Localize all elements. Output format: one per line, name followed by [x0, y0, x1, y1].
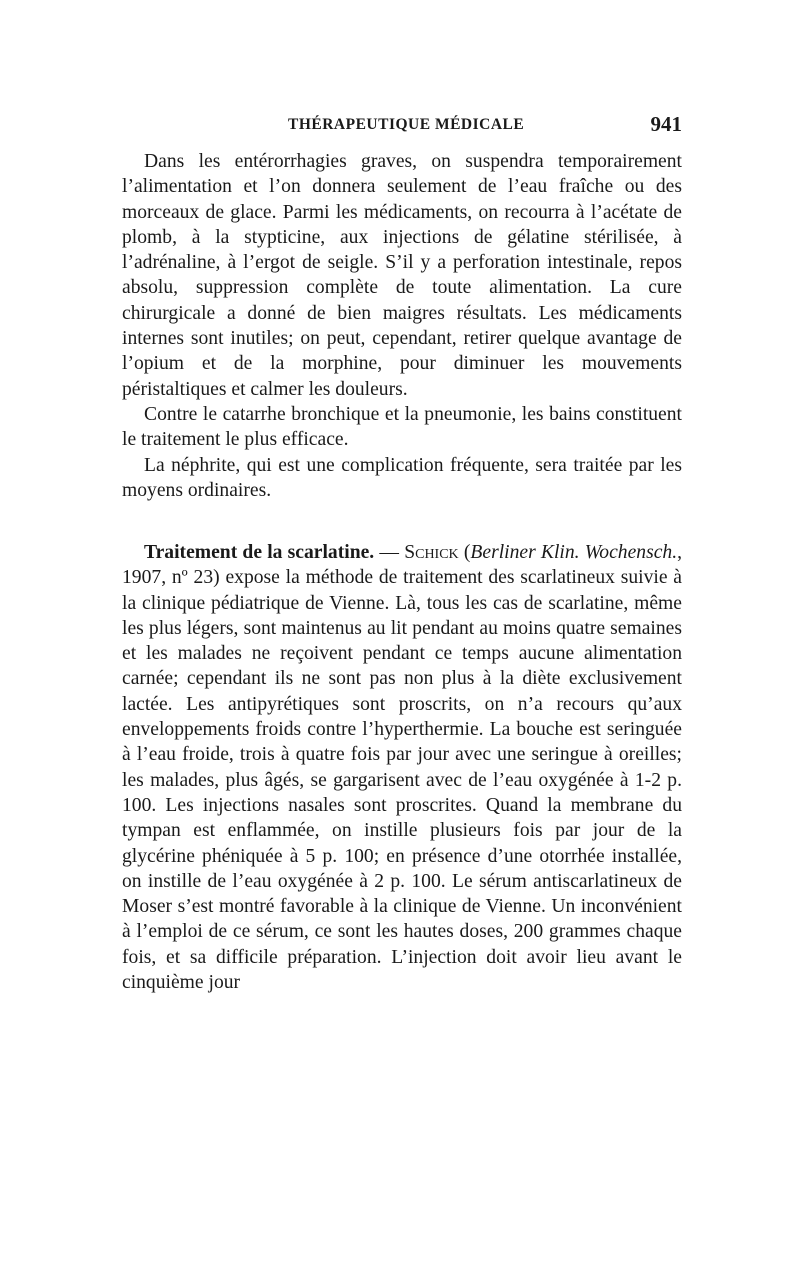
citation-details: , 1907, nº 23) [122, 542, 682, 589]
paragraph-nephrite: La néphrite, qui est une complication fréquente, sera traitée par les moyens ordinaires. [122, 454, 682, 501]
citation-open: ( [458, 542, 471, 563]
paragraph-catarrhe: Contre le catarrhe bronchique et la pneumonie, les bains constituent le traitement le plus efficace. [122, 403, 682, 451]
section-body: expose la méthode de traitement des scarlatineux suivie à la clinique pédiatrique de Vienne. Là, tous les cas de scarlatine, même les plus légers, sont maintenus au lit pendant au moins quatre semaines et les malades ne reçoivent pendant ce temps aucune alimentation carnée; cependant ils ne sont pas non plus à la diète exclusivement lactée. Les antipyrétiques sont proscrits, on n’a recours qu’aux enveloppements froids contre l’hyperthermie. La bouche est seringuée à l’eau froide, trois à quatre fois par jour avec une seringue à oreilles; les malades, plus âgés, se gargarisent avec de l’eau oxygénée à 1-2 p. 100. Les injections nasales sont proscrites. Quand la membrane du tympan est enflammée, on instille plusieurs fois par jour de la glycérine phéniquée à 5 p. 100; en présence d’une otorrhée installée, on instille de l’eau oxygénée à 2 p. 100. Le sérum antiscarlatineux de Moser s’est montré favorable à la clinique de Vienne. Un inconvénient à l’emploi de ce sérum, ce sont les hautes doses, 200 grammes chaque fois, et sa difficile préparation. L’injection doit avoir lieu avant le cinquième jour [122, 567, 683, 994]
section-scarlatine [122, 540, 682, 995]
page-header [122, 112, 682, 142]
section-author: Schick [404, 542, 459, 563]
page-number: 941 [650, 112, 682, 136]
citation-journal: Berliner Klin. Wochensch. [470, 542, 678, 563]
paragraph-enterorrhagies: Dans les entérorrhagies graves, on suspendra temporairement l’alimentation et l’on donnera seulement de l’eau fraîche ou des morceaux de glace. Parmi les médicaments, on recourra à l’acétate de plomb, à la stypticine, aux injections de gélatine stérilisée, à l’adrénaline, à l’ergot de seigle. S’il y a perforation intestinale, repos absolu, suppression complète de toute alimentation. La cure chirurgicale a donné de bien maigres résultats. Les médicaments internes sont inutiles; on peut, cependant, retirer quelque avantage de l’opium et de la morphine, pour diminuer les mouvements péristaltiques et calmer les douleurs. [122, 151, 682, 400]
intro-text-block [122, 149, 682, 503]
running-title: THÉRAPEUTIQUE MÉDICALE [288, 116, 525, 133]
section-paragraph [122, 540, 682, 995]
section-dash: — [374, 542, 405, 563]
section-title: Traitement de la scarlatine. [144, 542, 375, 563]
